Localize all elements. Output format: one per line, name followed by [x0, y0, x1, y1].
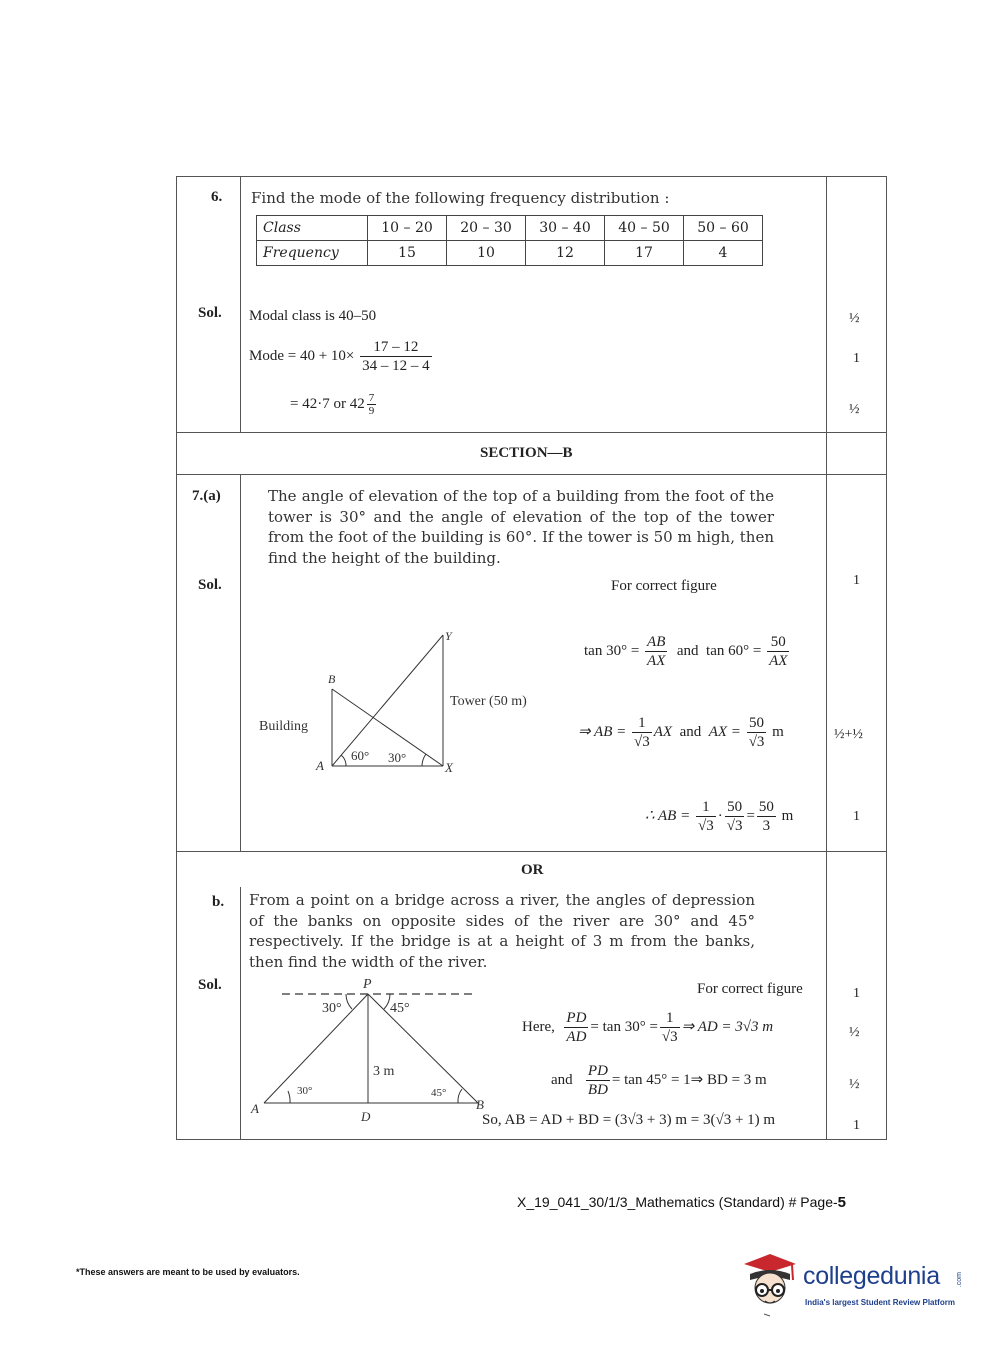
result-text: = 42·7 or 42 [290, 395, 365, 412]
fraction [586, 1062, 610, 1099]
table-cell: 20 – 30 [447, 216, 526, 241]
numerator: PD [566, 1010, 587, 1026]
question-number: 6. [211, 189, 223, 205]
page-reference [517, 1194, 846, 1211]
point-y: Y [445, 629, 452, 643]
eq-text: ⇒ AB = [578, 723, 627, 740]
mascot-logo-icon [740, 1250, 800, 1320]
mark: 1 [853, 809, 860, 824]
fraction [632, 714, 652, 751]
mark: ½+½ [834, 727, 863, 742]
brand-tld: .com [956, 1272, 963, 1288]
numerator: 50 [758, 799, 774, 815]
table-cell: 12 [526, 241, 605, 266]
fraction [645, 633, 667, 670]
eq-text: tan 30° = [584, 642, 640, 659]
eq-text: = tan 30° = [590, 1018, 658, 1035]
question-text: Find the mode of the following frequency distribution : [251, 189, 670, 207]
evaluator-note: *These answers are meant to be used by evaluators. [76, 1267, 300, 1277]
eq-text: and [679, 723, 702, 740]
sol-label: Sol. [198, 577, 222, 593]
mark: 1 [853, 1118, 860, 1133]
eq-text: AX [653, 723, 673, 740]
table-cell: 4 [684, 241, 763, 266]
table-row [257, 216, 763, 241]
point-b: B [328, 672, 336, 686]
equation-ad [522, 1009, 773, 1046]
eq-text: = tan 45° = 1⇒ BD = 3 m [611, 1071, 767, 1088]
fraction [696, 798, 716, 835]
eq-text: AX = [708, 723, 741, 740]
section-heading: SECTION—B [480, 445, 573, 461]
sol-label: Sol. [198, 305, 222, 321]
mode-result [290, 392, 378, 417]
col-divider-q6 [240, 176, 241, 432]
sight-line-pb [368, 994, 478, 1103]
table-cell: 40 – 50 [605, 216, 684, 241]
eq-text: ∴ AB = [645, 807, 691, 824]
mode-formula [249, 338, 434, 375]
table-cell: 50 – 60 [684, 216, 763, 241]
numerator: 50 [767, 633, 789, 652]
angle-30-bottom: 30° [297, 1085, 313, 1097]
equation-ab-ax [578, 714, 784, 751]
point-x: X [445, 760, 453, 775]
question-text: From a point on a bridge across a river, the angles of depression of the banks on opposite sides of the river are 30° and 45° respectively. If the bridge is at a height of 3 m from the banks, then find the width of the river. [249, 891, 755, 971]
table-cell: 30 – 40 [526, 216, 605, 241]
mark: ½ [849, 311, 860, 326]
numerator: 50 [747, 714, 767, 733]
equation-ab: So, AB = AD + BD = (3√3 + 3) m = 3(√3 + 1) m [482, 1112, 776, 1128]
page-number: 5 [837, 1194, 846, 1211]
building-label: Building [259, 719, 309, 734]
denominator: AX [769, 653, 788, 669]
numerator: PD [587, 1063, 608, 1079]
row-label: Class [257, 216, 368, 241]
eq-text: and [551, 1071, 573, 1088]
angle-30-label: 30° [388, 750, 407, 765]
mark: ½ [849, 1025, 860, 1040]
elevation-figure [250, 625, 550, 780]
col-divider-q7b [240, 887, 241, 1140]
fraction [767, 633, 789, 670]
page-ref-text: X_19_041_30/1/3_Mathematics (Standard) # Page- [517, 1194, 838, 1210]
point-a: A [251, 1101, 259, 1116]
row-label: Frequency [257, 241, 368, 266]
denominator: 34 – 12 – 4 [362, 358, 430, 374]
unit: m [772, 723, 784, 740]
fraction [564, 1009, 588, 1046]
correct-figure-note: For correct figure [697, 981, 803, 997]
numerator: AB [647, 634, 666, 650]
eq-text: and [676, 642, 699, 659]
question-number: b. [212, 894, 225, 910]
angle-45-bottom: 45° [431, 1087, 447, 1099]
mark: 1 [853, 351, 860, 366]
fraction [725, 798, 745, 835]
brand-tagline: India's largest Student Review Platform [805, 1298, 955, 1307]
denominator: √3 [634, 734, 650, 750]
denominator: 3 [762, 818, 771, 834]
correct-figure-note: For correct figure [611, 578, 717, 594]
denominator: √3 [697, 818, 714, 834]
mark: 1 [853, 986, 860, 1001]
mark: ½ [849, 1077, 860, 1092]
mark: ½ [849, 402, 860, 417]
equation-bd [551, 1062, 767, 1099]
mode-expr: 40 + 10× [299, 347, 355, 364]
unit: m [781, 807, 794, 824]
row-divider [176, 474, 887, 475]
angle-arc [288, 1091, 290, 1103]
denominator: 9 [368, 405, 375, 417]
col-divider-q7a [240, 474, 241, 851]
or-label: OR [521, 862, 544, 878]
denominator: √3 [661, 1029, 678, 1045]
equation-ab-result [645, 798, 793, 835]
numerator: 50 [725, 798, 745, 817]
point-d: D [361, 1109, 371, 1124]
mark: 1 [853, 573, 860, 588]
fraction [367, 392, 377, 417]
angle-arc-60 [341, 755, 346, 766]
numerator: 1 [660, 1009, 680, 1028]
table-cell: 15 [368, 241, 447, 266]
frequency-table [256, 215, 763, 266]
row-divider [176, 432, 887, 433]
denominator: AD [566, 1029, 587, 1045]
table-row [257, 241, 763, 266]
eq-text: tan 60° = [706, 642, 762, 659]
point-p: P [363, 977, 372, 992]
eq-text: · [717, 807, 723, 824]
angle-arc [346, 994, 352, 1009]
table-cell: 17 [605, 241, 684, 266]
mode-label: Mode = [249, 347, 297, 364]
tower-label: Tower (50 m) [450, 694, 527, 709]
denominator: √3 [748, 734, 765, 750]
angle-60-label: 60° [351, 748, 370, 763]
marks-divider [826, 176, 827, 1140]
table-cell: 10 [447, 241, 526, 266]
eq-text: Here, [522, 1018, 555, 1035]
eq-text: ⇒ AD = 3√3 m [681, 1018, 774, 1035]
question-number: 7.(a) [192, 488, 221, 504]
fraction [660, 1009, 680, 1046]
question-text: The angle of elevation of the top of a building from the foot of the tower is 30° and the angle of elevation of the top of the tower from the foot of the building is 60°. If the tower is 50 m high, then find the height of the building. [268, 487, 774, 567]
numerator: 17 – 12 [360, 338, 432, 357]
numerator: 1 [632, 714, 652, 733]
fraction [747, 714, 767, 751]
equation-tan [584, 633, 791, 670]
angle-45-top: 45° [390, 1001, 410, 1016]
row-divider [176, 851, 887, 852]
angle-arc-30 [422, 754, 426, 766]
fraction [757, 798, 776, 835]
sight-line-pa [264, 994, 368, 1103]
denominator: √3 [726, 818, 743, 834]
point-b: B [476, 1097, 484, 1112]
depression-figure [245, 972, 495, 1127]
table-cell: 10 – 20 [368, 216, 447, 241]
angle-30-top: 30° [322, 1001, 342, 1016]
height-label: 3 m [373, 1064, 395, 1079]
denominator: AX [647, 653, 666, 669]
numerator: 7 [368, 392, 375, 404]
sol-label: Sol. [198, 977, 222, 993]
fraction [360, 338, 432, 375]
angle-arc [458, 1089, 462, 1103]
denominator: BD [587, 1082, 608, 1098]
numerator: 1 [696, 798, 716, 817]
solution-line: Modal class is 40–50 [249, 308, 377, 324]
point-a: A [316, 758, 324, 773]
brand-name: collegedunia [803, 1262, 940, 1290]
eq-text: = [746, 807, 755, 824]
